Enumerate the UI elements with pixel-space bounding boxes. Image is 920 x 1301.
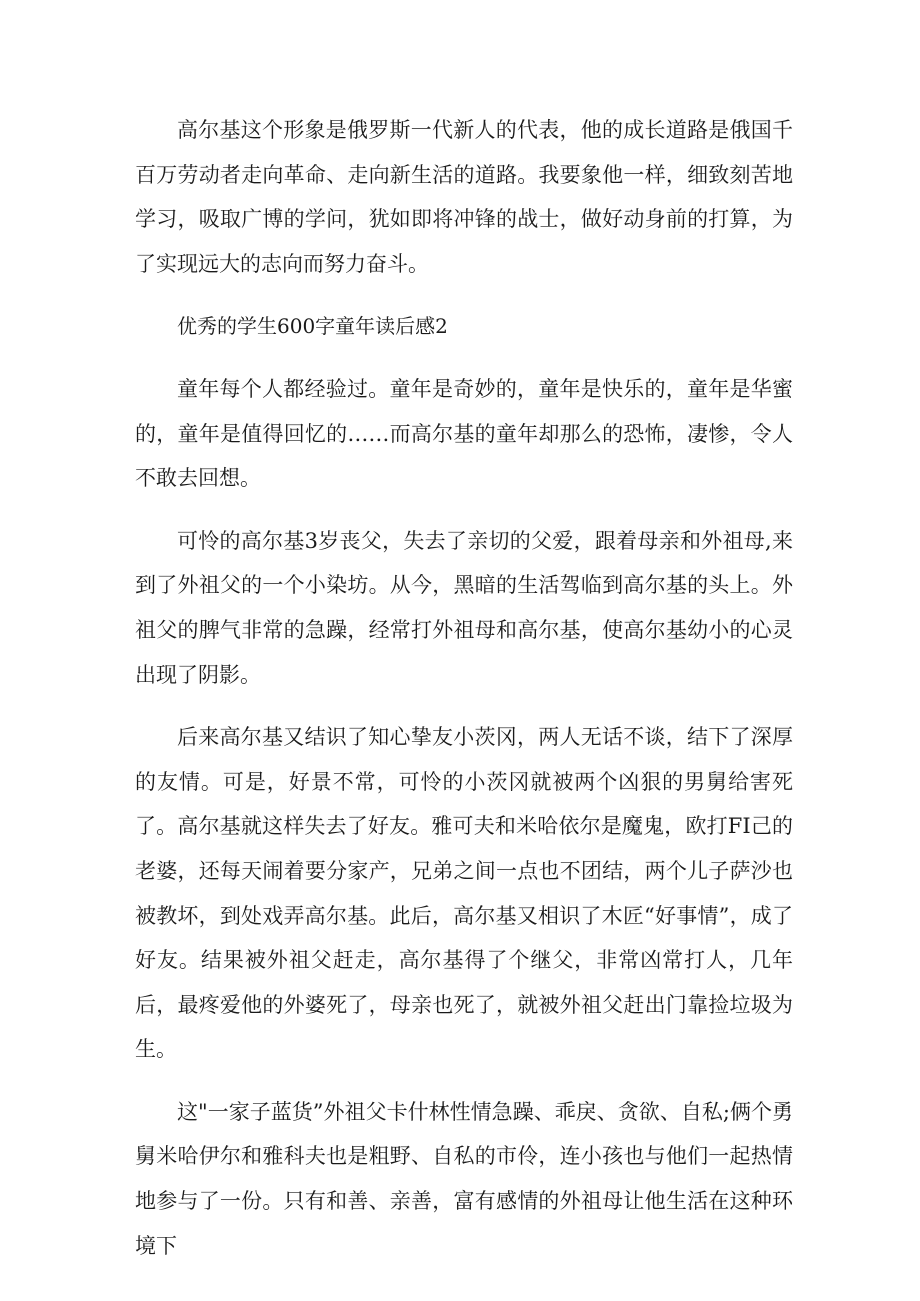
paragraph-childhood: 童年每个人都经验过。童年是奇妙的，童年是快乐的，童年是华蜜的，童年是值得回忆的……而高尔基的童年却那么的恐怖，凄惨，令人不敢去回想。 [135,376,793,491]
paragraph-gap [135,349,793,367]
paragraph-friends: 后来高尔基又结识了知心挚友小茨冈，两人无话不谈，结下了深厚的友情。可是，好景不常，可怜的小茨冈就被两个凶狠的男舅给害死了。高尔基就这样失去了好友。雅可夫和米哈依尔是魔鬼，欧打FI己的老婆，还每天闹着要分家产，兄弟之间一点也不团结，两个儿子萨沙也被教坏，到处戏弄高尔基。此后，高尔基又相识了木匠“好事情”，成了好友。结果被外祖父赶走，高尔基得了个继父，非常凶常打人，几年后，最疼爱他的外婆死了，母亲也死了，就被外祖父赶出门靠捡垃圾为生。 [135,725,793,1062]
paragraph-gap [135,1072,793,1090]
paragraph-gap [135,697,793,715]
paragraph-gorky-image: 高尔基这个形象是俄罗斯一代新人的代表，他的成长道路是俄国千百万劳动者走向革命、走向新生活的道路。我要象他一样，细致刻苦地学习，吸取广博的学问，犹如即将冲锋的战士，做好动身前的打算，为了实现远大的志向而努力奋斗。 [135,118,793,276]
paragraph-gap [135,501,793,519]
paragraph-family: 这"一家子蓝货”外祖父卡什林性情急躁、乖戾、贪欲、自私;俩个勇舅米哈伊尔和雅科夫也是粗野、自私的市伶，连小孩也与他们一起热情地参与了一份。只有和善、亲善，富有感情的外祖母让他生活在这种环境下 [135,1099,793,1258]
document-body [135,108,793,1268]
paragraph-father-loss: 可怜的高尔基3岁丧父，失去了亲切的父爱，跟着母亲和外祖母,来到了外祖父的一个小染坊。从今，黑暗的生活驾临到高尔基的头上。外祖父的脾气非常的急躁，经常打外祖母和高尔基，使高尔基幼小的心灵出现了阴影。 [135,528,793,687]
section-heading: 优秀的学生600字童年读后感2 [177,314,448,339]
paragraph-gap [135,286,793,304]
